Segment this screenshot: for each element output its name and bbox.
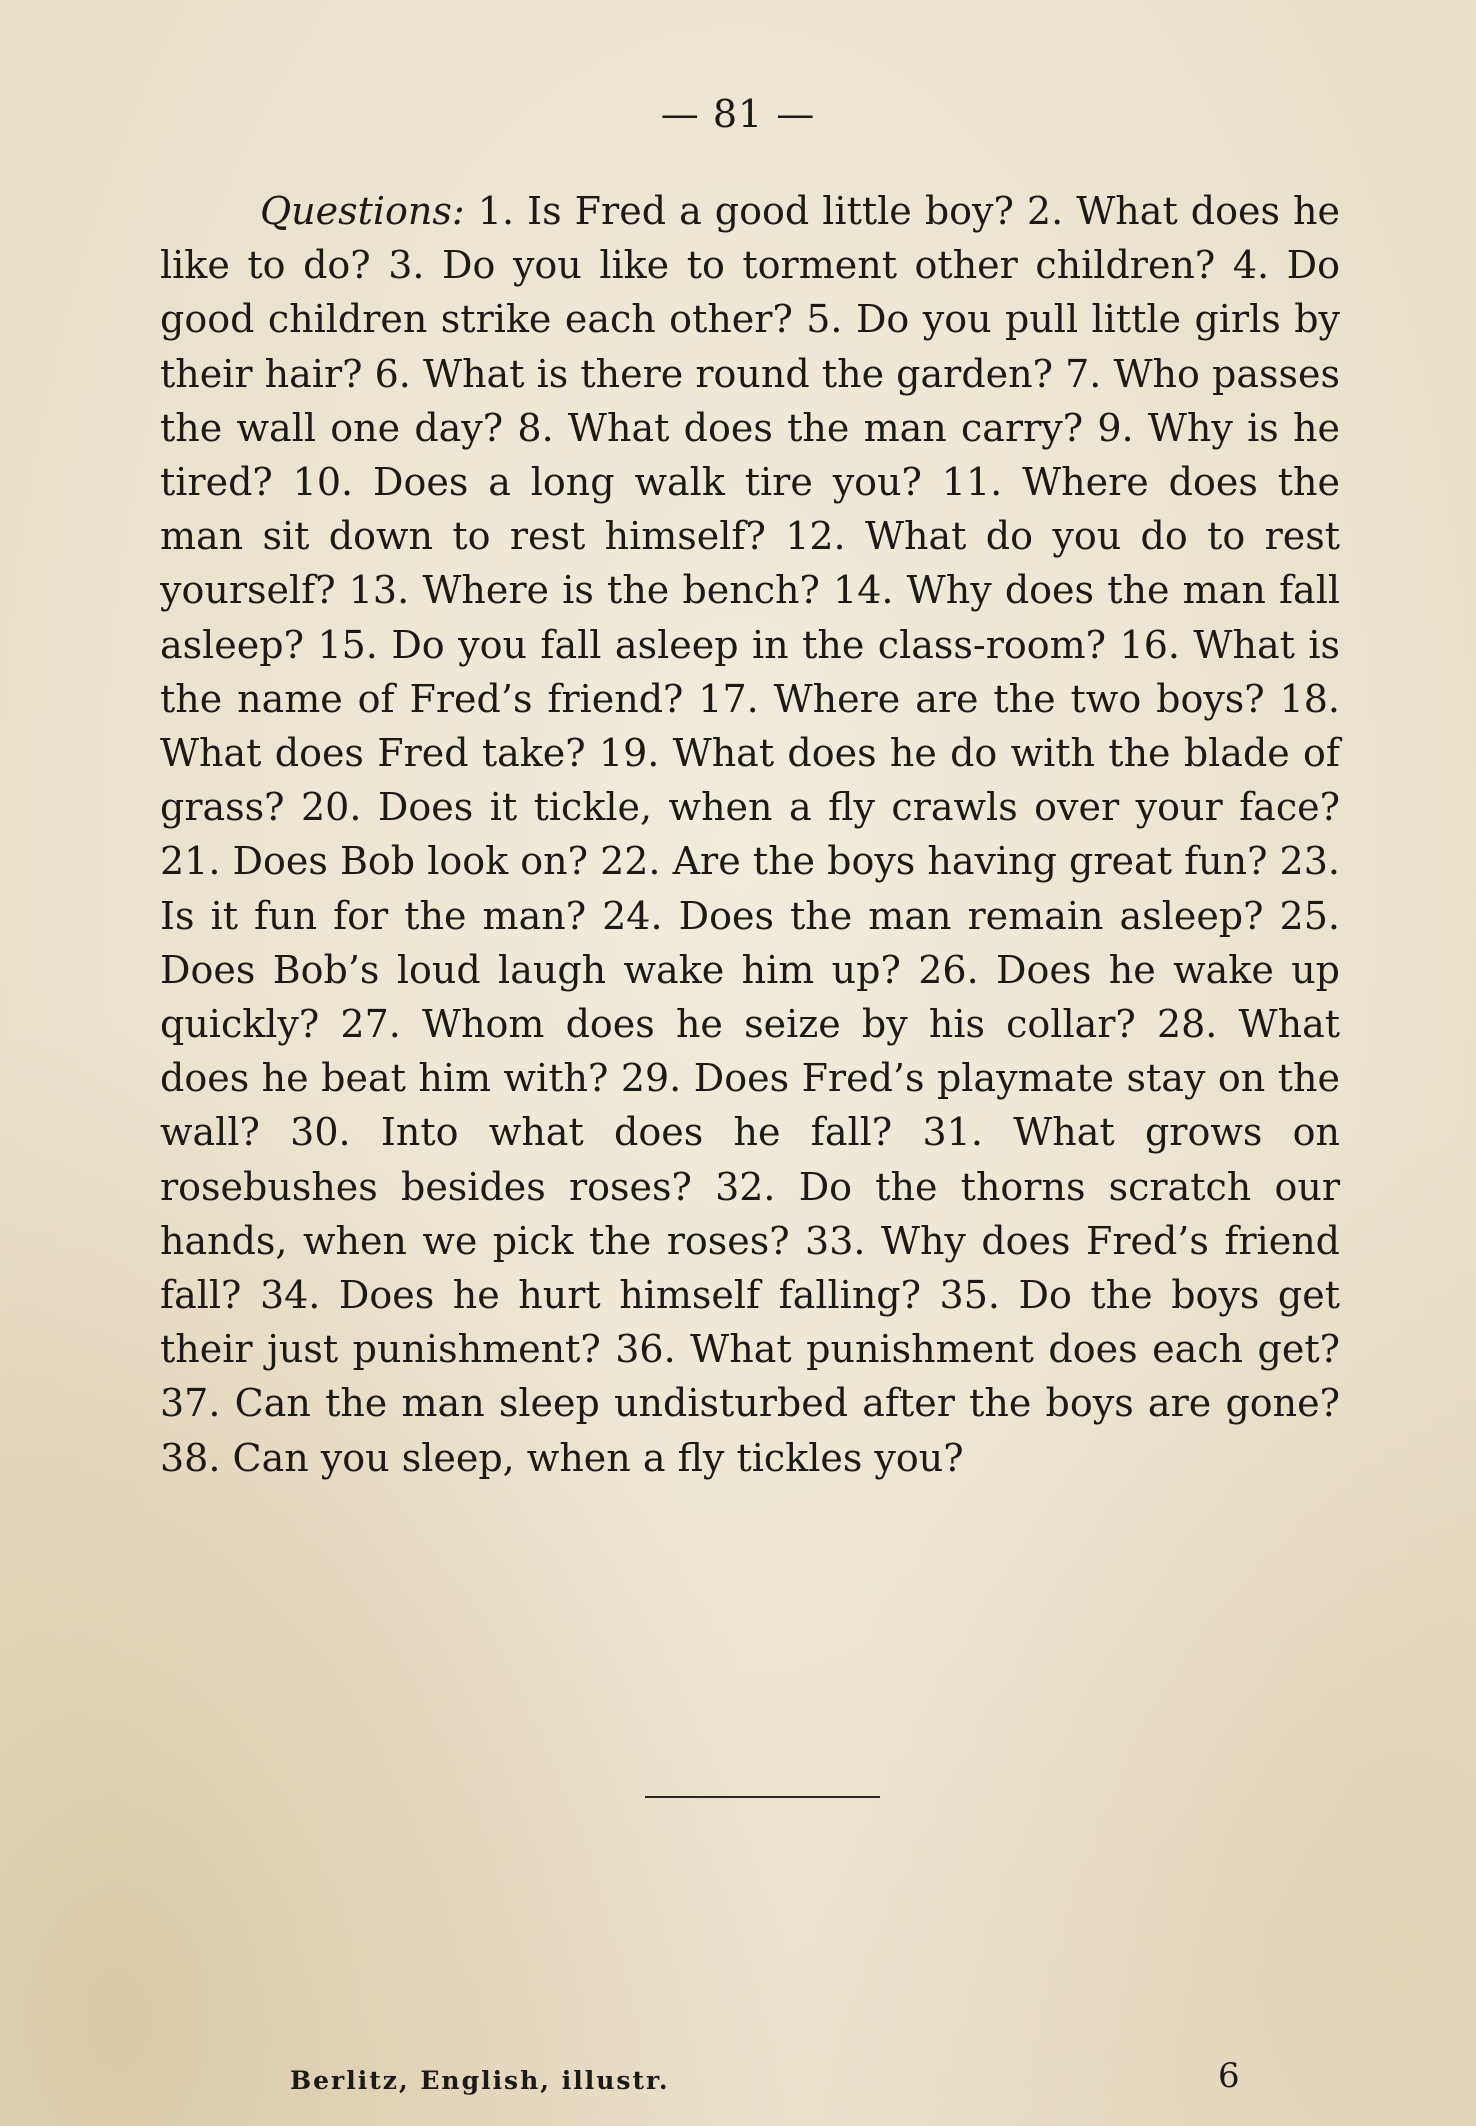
section-divider: [645, 1796, 880, 1798]
questions-text: 1. Is Fred a good little boy? 2. What does he like to do? 3. Do you like to torment other children? 4. Do good children strike each other? 5. Do you pull little girls by their hair? 6. What is there round the garden? 7. Who passes the wall one day? 8. What does the man carry? 9. Why is he tired? 10. Does a long walk tire you? 11. Where does the man sit down to rest himself? 12. What do you do to rest yourself? 13. Where is the bench? 14. Why does the man fall asleep? 15. Do you fall asleep in the class-room? 16. What is the name of Fred’s friend? 17. Where are the two boys? 18. What does Fred take? 19. What does he do with the blade of grass? 20. Does it tickle, when a fly crawls over your face? 21. Does Bob look on? 22. Are the boys having great fun? 23. Is it fun for the man? 24. Does the man remain asleep? 25. Does Bob’s loud laugh wake him up? 26. Does he wake up quickly? 27. Whom does he seize by his collar? 28. What does he beat him with? 29. Does Fred’s playmate stay on the wall? 30. Into what does he fall? 31. What grows on rosebushes besides roses? 32. Do the thorns scratch our hands, when we pick the roses? 33. Why does Fred’s friend fall? 34. Does he hurt himself falling? 35. Do the boys get their just punishment? 36. What punishment does each get? 37. Can the man sleep undisturbed after the boys are gone? 38. Can you sleep, when a fly tickles you?: [160, 189, 1340, 1480]
signature-mark: 6: [1218, 2056, 1240, 2096]
questions-paragraph: [160, 184, 1340, 1485]
questions-label: Questions:: [260, 189, 465, 233]
footer-book-title: Berlitz, English, illustr.: [290, 2066, 670, 2095]
page-number: — 81 —: [660, 92, 816, 136]
